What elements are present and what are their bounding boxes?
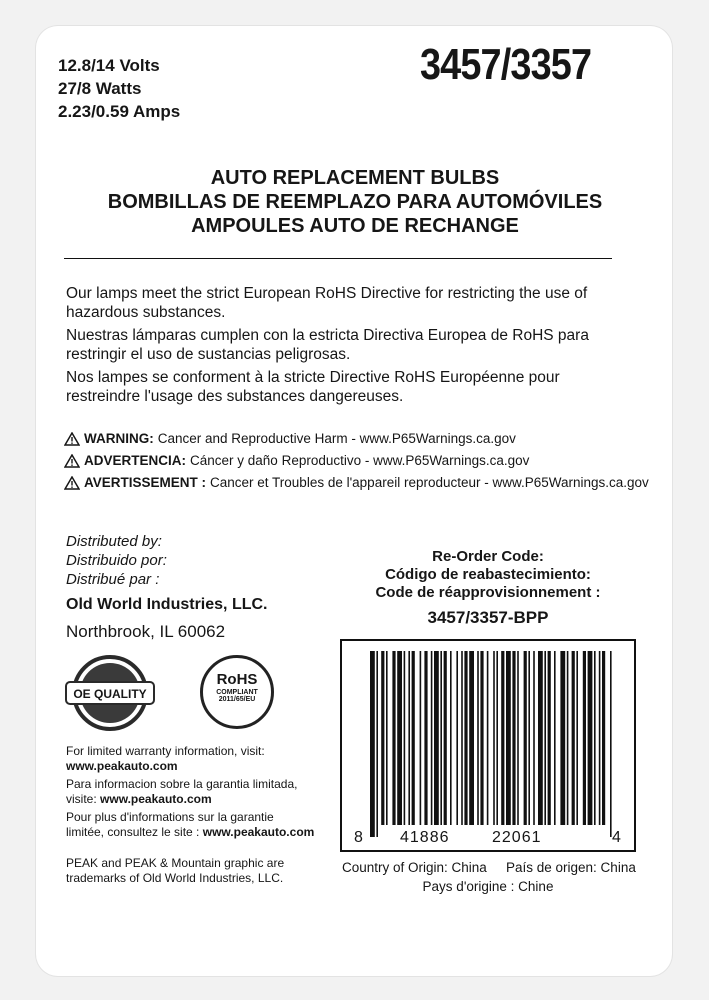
warning-text: Cancer and Reproductive Harm - www.P65Warnings.ca.gov <box>157 431 516 446</box>
barcode-bar <box>588 651 593 825</box>
barcode-bar <box>444 651 447 825</box>
barcode-bar <box>517 651 519 825</box>
origin-en: Country of Origin: China <box>342 860 487 875</box>
barcode-bar <box>524 651 527 825</box>
warranty-es-prefix: visite: <box>66 792 97 806</box>
barcode-digits-left: 41886 <box>400 829 450 846</box>
reorder-code: 3457/3357-BPP <box>427 608 549 627</box>
barcode-digit-check: 4 <box>612 829 622 846</box>
barcode-bar <box>376 651 378 837</box>
barcode-bar <box>477 651 479 825</box>
distributed-by-fr: Distribué par : <box>66 571 160 588</box>
barcode-bar <box>528 651 530 825</box>
warning-row <box>64 450 649 472</box>
reorder-labels <box>340 548 636 602</box>
barcode-bar <box>599 651 601 825</box>
warning-label: ADVERTENCIA: <box>84 453 187 468</box>
volts-spec: 12.8/14 Volts <box>58 56 160 75</box>
barcode-bar <box>512 651 515 825</box>
barcode-bar <box>567 651 569 825</box>
divider <box>64 258 612 259</box>
rohs-statement-fr: Nos lampes se conforment à la stricte Directive RoHS Européenne pour restreindre l'usage des substances dangereuses. <box>66 369 560 405</box>
warranty-en-url: www.peakauto.com <box>66 759 178 773</box>
origin-es: País de origen: China <box>506 860 636 875</box>
origin-fr: Pays d'origine : Chine <box>422 879 554 894</box>
warning-text: Cáncer y daño Reproductivo - www.P65Warnings.ca.gov <box>190 453 530 468</box>
distributed-by-en: Distributed by: <box>66 533 162 550</box>
barcode-bar <box>461 651 463 825</box>
barcode-bar <box>456 651 458 825</box>
warning-label: WARNING: <box>84 431 154 446</box>
rohs-badge <box>200 655 274 729</box>
reorder-label-en: Re-Order Code: <box>432 548 544 565</box>
warning-triangle-icon <box>64 454 80 468</box>
barcode-bar <box>420 651 422 825</box>
title-fr: AMPOULES AUTO DE RECHANGE <box>191 215 519 237</box>
watts-spec: 27/8 Watts <box>58 79 142 98</box>
distributed-by <box>66 532 167 589</box>
warranty-es-text: Para informacion sobre la garantia limitada, <box>66 777 298 791</box>
product-titles <box>60 166 650 238</box>
barcode-bar <box>602 651 605 825</box>
rohs-badge-sub: COMPLIANT <box>216 689 258 696</box>
warranty-fr-prefix: limitée, consultez le site : <box>66 825 200 839</box>
rohs-badge-code: 2011/65/EU <box>218 696 256 703</box>
barcode-box <box>340 639 636 852</box>
barcode-bar <box>404 651 406 825</box>
distributed-by-es: Distribuido por: <box>66 552 167 569</box>
rohs-badge-title: RoHS <box>216 671 258 688</box>
reorder-label-es: Código de reabastecimiento: <box>385 566 591 583</box>
barcode-bar <box>464 651 467 825</box>
barcode-bar <box>487 651 489 825</box>
barcode-bar <box>408 651 410 825</box>
barcode-bar <box>548 651 551 825</box>
barcode-bar <box>370 651 375 837</box>
title-en: AUTO REPLACEMENT BULBS <box>210 167 500 189</box>
warning-text: Cancer et Troubles de l'appareil reproducteur - www.P65Warnings.ca.gov <box>210 475 649 490</box>
warranty-en-text: For limited warranty information, visit: <box>66 744 265 758</box>
barcode-bar <box>544 651 546 825</box>
barcode-bar <box>424 651 427 825</box>
rohs-statement-en: Our lamps meet the strict European RoHS Directive for restricting the use of hazardous substances. <box>66 285 588 321</box>
barcode-bar <box>572 651 575 825</box>
amps-spec: 2.23/0.59 Amps <box>58 102 181 121</box>
warranty-fr-text: Pour plus d'informations sur la garantie <box>66 810 274 824</box>
trademark-line-2: trademarks of Old World Industries, LLC. <box>66 871 284 885</box>
barcode-bars <box>342 641 634 841</box>
barcode-bar <box>496 651 498 825</box>
warning-row <box>64 428 649 450</box>
barcode-bar <box>501 651 504 825</box>
barcode-bar <box>554 651 556 825</box>
warranty-es-url: www.peakauto.com <box>100 792 212 806</box>
oe-quality-badge <box>62 654 158 732</box>
company-name: Old World Industries, LLC. <box>66 596 268 613</box>
rohs-statement <box>66 284 626 410</box>
barcode-bar <box>610 651 612 837</box>
barcode-bar <box>469 651 474 825</box>
rohs-statement-es: Nuestras lámparas cumplen con la estricta Directiva Europea de RoHS para restringir el uso de sustancias peligrosas. <box>66 327 589 363</box>
barcode-bar <box>412 651 415 825</box>
warning-triangle-icon <box>64 432 80 446</box>
barcode-bar <box>594 651 596 825</box>
barcode-digits-right: 22061 <box>492 829 542 846</box>
model-number: 3457/3357 <box>420 40 592 89</box>
barcode-bar <box>434 651 439 825</box>
barcode-bar <box>538 651 543 825</box>
barcode-bar <box>560 651 565 825</box>
barcode-bar <box>381 651 384 825</box>
barcode-bar <box>506 651 511 825</box>
barcode-bar <box>576 651 578 825</box>
warning-row <box>64 472 649 494</box>
warning-triangle-icon <box>64 476 80 490</box>
barcode-bar <box>440 651 442 825</box>
warranty-fr-url: www.peakauto.com <box>202 825 315 839</box>
barcode-bar <box>533 651 535 825</box>
trademark-line-1: PEAK and PEAK & Mountain graphic are <box>66 856 285 870</box>
title-es: BOMBILLAS DE REEMPLAZO PARA AUTOMÓVILES <box>107 191 603 213</box>
reorder-label-fr: Code de réapprovisionnement : <box>375 584 601 601</box>
barcode-bar <box>386 651 388 825</box>
barcode-bar <box>480 651 483 825</box>
barcode-bar <box>493 651 495 825</box>
barcode-digit-lead: 8 <box>354 829 364 846</box>
warning-label: AVERTISSEMENT : <box>84 475 207 490</box>
barcode-bar <box>450 651 452 825</box>
prop65-warnings <box>64 428 649 494</box>
company-city: Northbrook, IL 60062 <box>66 622 226 641</box>
barcode-bar <box>583 651 586 825</box>
electrical-specs <box>58 54 180 123</box>
warranty-info <box>66 744 314 843</box>
barcode-bar <box>392 651 395 825</box>
trademark-notice <box>66 856 284 886</box>
barcode-bar <box>431 651 433 825</box>
oe-quality-label: OE QUALITY <box>73 687 147 701</box>
barcode-bar <box>397 651 402 825</box>
